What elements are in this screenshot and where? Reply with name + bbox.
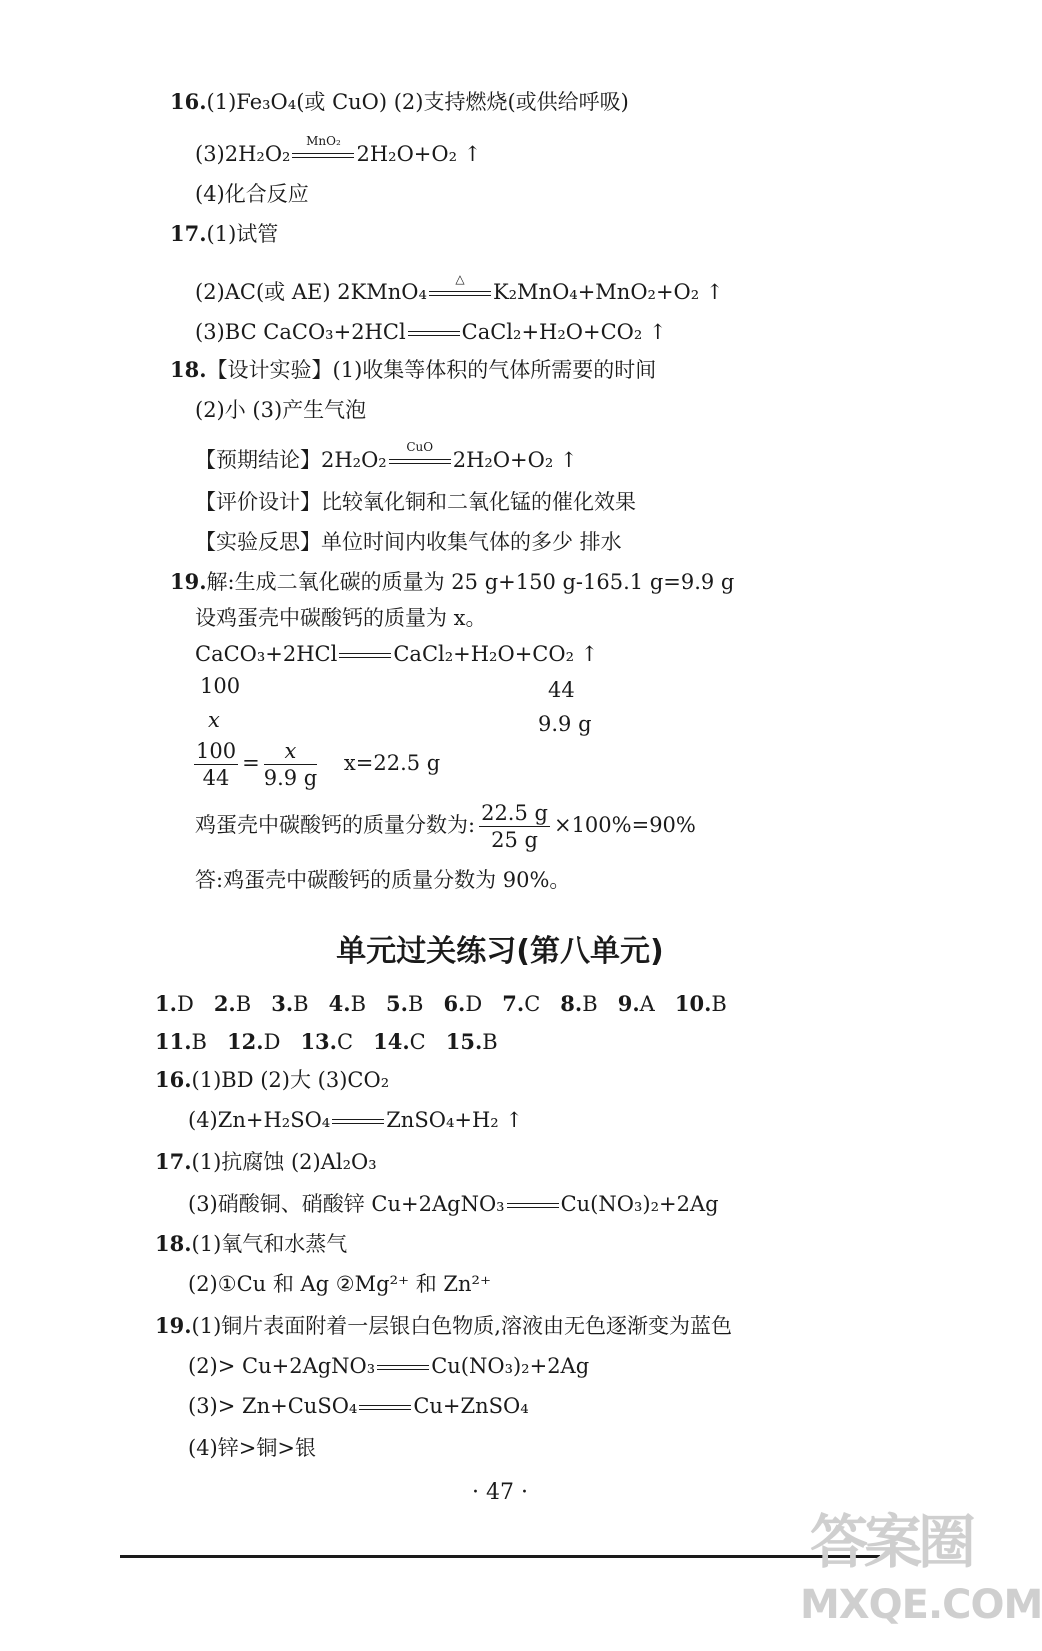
q17a-eq-left: (2)AC(或 AE) 2KMnO₄ — [195, 280, 427, 304]
q17a-number: 17. — [170, 221, 207, 246]
q18b-line1 — [155, 1230, 347, 1258]
q19a-eq-right: CaCl₂+H₂O+CO₂ ↑ — [393, 642, 599, 666]
mc-item: 6.D — [443, 991, 483, 1016]
mc-item: 13.C — [300, 1029, 354, 1054]
co2-mass: 9.9 g — [538, 712, 592, 736]
q17b-eq-left: (3)硝酸铜、硝酸锌 Cu+2AgNO₃ — [188, 1192, 505, 1216]
q18a-line5: 【实验反思】单位时间内收集气体的多少 排水 — [195, 530, 622, 554]
reaction-condition — [292, 133, 354, 167]
percentage-label: 鸡蛋壳中碳酸钙的质量分数为: — [195, 813, 476, 837]
q18b-line2: (2)①Cu 和 Ag ②Mg²⁺ 和 Zn²⁺ — [188, 1272, 492, 1296]
reaction-condition — [389, 439, 451, 473]
q19a-equation — [195, 640, 598, 668]
q19b-line3 — [188, 1392, 529, 1420]
equals-sign — [359, 1401, 411, 1415]
q19a-number: 19. — [170, 569, 207, 594]
mc-row-2 — [155, 1028, 498, 1056]
mc-item: 14.C — [373, 1029, 426, 1054]
bottom-divider — [120, 1555, 880, 1558]
q18a-line4: 【评价设计】比较氧化铜和二氧化锰的催化效果 — [195, 490, 636, 514]
mc-item: 10.B — [674, 991, 727, 1016]
q16a-line1 — [170, 88, 629, 116]
q16a-eq-left: (3)2H₂O₂ — [195, 142, 291, 166]
q16b-eq-right: ZnSO₄+H₂ ↑ — [386, 1108, 523, 1132]
mc-item: 3.B — [271, 991, 309, 1016]
q19a-line1 — [170, 568, 734, 596]
watermark-logo-text: 答案圈 — [810, 1508, 973, 1576]
q18b-number: 18. — [155, 1231, 192, 1256]
unknown-x: x — [208, 708, 220, 732]
q19a-eq-left: CaCO₃+2HCl — [195, 642, 338, 666]
q17a-eq-right: K₂MnO₄+MnO₂+O₂ ↑ — [492, 280, 724, 304]
q19a-line2: 设鸡蛋壳中碳酸钙的质量为 x。 — [195, 606, 487, 630]
equals-sign — [408, 327, 460, 341]
q18a-eq-right: 2H₂O+O₂ ↑ — [452, 448, 578, 472]
q16a-eq-right: 2H₂O+O₂ ↑ — [356, 142, 482, 166]
fraction-left: $\frac{100}{44}$ — [196, 739, 237, 790]
q19a-text: 解:生成二氧化碳的质量为 25 g+150 g-165.1 g=9.9 g — [206, 570, 735, 594]
q16b-number: 16. — [155, 1067, 192, 1092]
mc-item: 8.B — [560, 991, 598, 1016]
q16b-line2 — [188, 1106, 523, 1134]
q16b-eq-left: (4)Zn+H₂SO₄ — [188, 1108, 331, 1132]
q19b-line2 — [188, 1352, 589, 1380]
q19b-text: (1)铜片表面附着一层银白色物质,溶液由无色逐渐变为蓝色 — [191, 1314, 732, 1338]
q18b-text: (1)氧气和水蒸气 — [191, 1232, 348, 1256]
catalyst-label: CuO — [406, 439, 434, 454]
watermark-logo — [800, 1490, 1042, 1640]
q17b-number: 17. — [155, 1149, 192, 1174]
q18a-line2: (2)小 (3)产生气泡 — [195, 398, 367, 422]
q19a-answer: 答:鸡蛋壳中碳酸钙的质量分数为 90%。 — [195, 868, 571, 892]
q18a-text: 【设计实验】(1)收集等体积的气体所需要的时间 — [206, 358, 657, 382]
reaction-condition — [429, 271, 491, 305]
q19b-eq2-left: (2)> Cu+2AgNO₃ — [188, 1354, 376, 1378]
mc-item: 11.B — [155, 1029, 207, 1054]
q17a-line3 — [195, 318, 667, 346]
mc-item: 15.B — [445, 1029, 498, 1054]
q16a-line3: (4)化合反应 — [195, 182, 309, 206]
equals-sign — [332, 1115, 384, 1129]
q17b-line1 — [155, 1148, 377, 1176]
page-number: · 47 · — [472, 1480, 528, 1505]
q19b-line1 — [155, 1312, 732, 1340]
x-result: x=22.5 g — [343, 751, 441, 775]
mc-item: 9.A — [617, 991, 655, 1016]
equals-sign — [339, 649, 391, 663]
percentage-result: ×100%=90% — [553, 813, 696, 837]
q17a-eq3-right: CaCl₂+H₂O+CO₂ ↑ — [461, 320, 667, 344]
q19b-line4: (4)锌>铜>银 — [188, 1436, 316, 1460]
q16a-number: 16. — [170, 89, 207, 114]
q16a-line2 — [195, 133, 482, 168]
mc-item: 2.B — [213, 991, 252, 1016]
mc-item: 12.D — [227, 1029, 281, 1054]
q18a-line1 — [170, 356, 656, 384]
q17b-eq-right: Cu(NO₃)₂+2Ag — [560, 1192, 719, 1216]
q19b-eq3-left: (3)> Zn+CuSO₄ — [188, 1394, 358, 1418]
q17a-eq3-left: (3)BC CaCO₃+2HCl — [195, 320, 406, 344]
q19b-number: 19. — [155, 1313, 192, 1338]
equals-sign — [507, 1199, 559, 1213]
percentage-fraction: $\frac{22.5 g}{25 g}$ — [481, 801, 548, 852]
q19b-eq3-right: Cu+ZnSO₄ — [413, 1394, 529, 1418]
molar-mass-1: 100 — [200, 674, 241, 698]
q17b-line2 — [188, 1190, 719, 1218]
equals-sign — [377, 1361, 429, 1375]
mc-row-1 — [155, 990, 727, 1018]
watermark-url: MXQE.COM — [800, 1582, 1042, 1628]
q17a-line2 — [195, 271, 724, 306]
section-title: 单元过关练习(第八单元) — [336, 934, 664, 969]
q19b-eq2-right: Cu(NO₃)₂+2Ag — [431, 1354, 590, 1378]
q16b-line1 — [155, 1066, 389, 1094]
q17a-text: (1)试管 — [206, 222, 279, 246]
mc-item: 1.D — [155, 991, 194, 1016]
q18a-line3 — [195, 439, 578, 474]
heat-symbol: △ — [455, 271, 465, 286]
fraction-right: $\frac{x}{9.9 g}$ — [263, 739, 318, 790]
mc-item: 4.B — [328, 991, 366, 1016]
q16b-text: (1)BD (2)大 (3)CO₂ — [191, 1068, 390, 1092]
proportion: $\frac{100}{44}$ = $\frac{x}{9.9 g}$ x=22.5 g — [196, 739, 441, 790]
mc-item: 7.C — [502, 991, 541, 1016]
q17a-line1 — [170, 220, 278, 248]
q17b-text: (1)抗腐蚀 (2)Al₂O₃ — [191, 1150, 377, 1174]
q18a-eq-left: 【预期结论】2H₂O₂ — [195, 448, 387, 472]
percentage-line — [195, 800, 696, 853]
mc-item: 5.B — [386, 991, 424, 1016]
catalyst-label: MnO₂ — [306, 133, 341, 148]
q18a-number: 18. — [170, 357, 207, 382]
molar-mass-2: 44 — [548, 678, 575, 702]
q16a-text: (1)Fe₃O₄(或 CuO) (2)支持燃烧(或供给呼吸) — [206, 90, 629, 114]
